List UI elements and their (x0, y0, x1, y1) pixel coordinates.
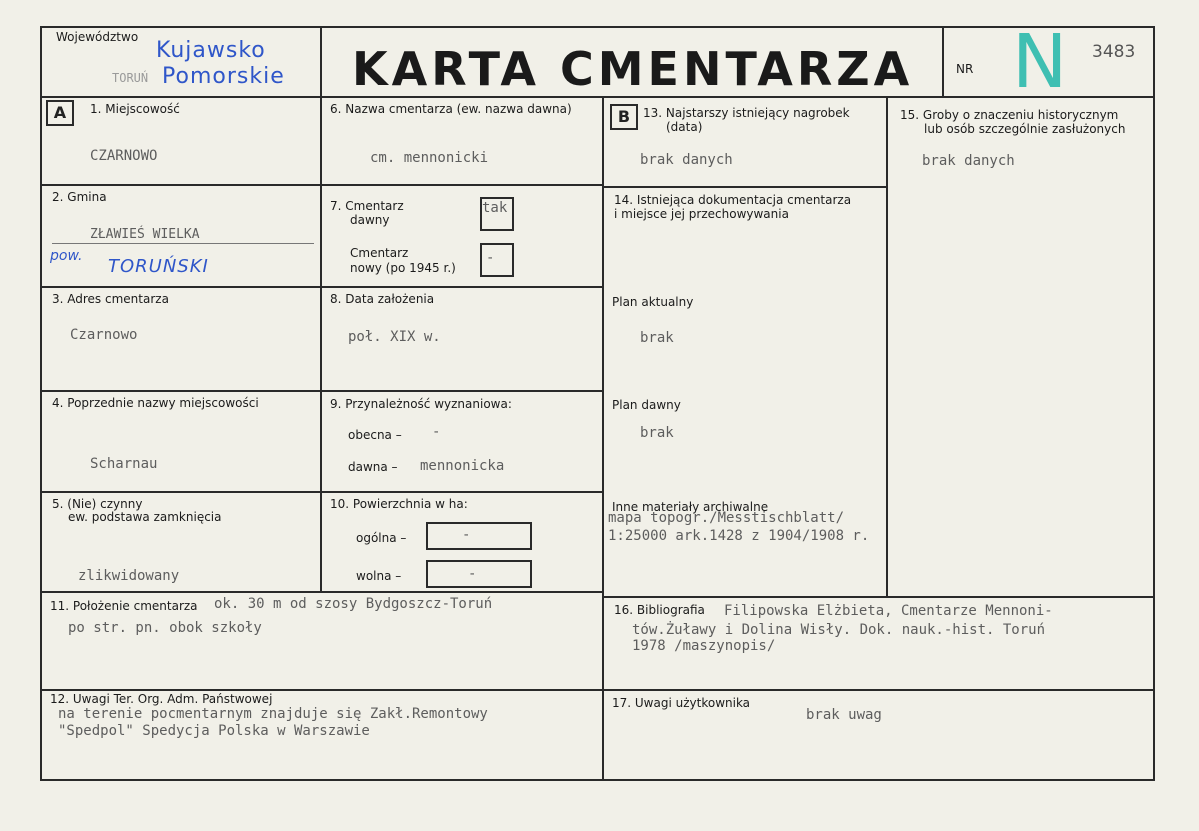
field10-wolna-label: wolna – (356, 569, 402, 583)
field16-value-line3: 1978 /maszynopis/ (632, 638, 776, 654)
field3-value: Czarnowo (70, 327, 138, 343)
field16-label: 16. Bibliografia (614, 603, 705, 617)
nr-divider (942, 26, 944, 96)
field7-dawny-value: tak (482, 200, 508, 216)
field10-label: 10. Powierzchnia w ha: (330, 497, 468, 511)
field10-ogolna-box (426, 522, 532, 550)
field15-label-line1: 15. Groby o znaczeniu historycznym (900, 108, 1119, 122)
field16-value-line1: Filipowska Elżbieta, Cmentarze Mennoni- (724, 603, 1053, 619)
field1-value: CZARNOWO (90, 148, 158, 164)
field14-plan-aktualny-value: brak (640, 330, 674, 346)
field14-plan-dawny-label: Plan dawny (612, 398, 681, 412)
section-a-letter: A (46, 100, 74, 126)
field14-label-line2: i miejsce jej przechowywania (614, 207, 789, 221)
field11-label: 11. Położenie cmentarza (50, 599, 198, 613)
field2-underline (52, 243, 314, 244)
field8-label: 8. Data założenia (330, 292, 435, 306)
field13-label-line2: (data) (666, 120, 703, 134)
row3-divider (40, 390, 602, 392)
field7-nowy-label-line1: Cmentarz (350, 246, 409, 260)
field9-dawna-value: mennonicka (420, 458, 505, 474)
field12-label: 12. Uwagi Ter. Org. Adm. Państwowej (50, 692, 273, 706)
field10-wolna-box (426, 560, 532, 588)
field7-nowy-value: - (486, 250, 495, 266)
field13-label-line1: 13. Najstarszy istniejący nagrobek (643, 106, 850, 120)
field5-value: zlikwidowany (78, 568, 180, 584)
field7-dawny-label-line2: dawny (350, 213, 390, 227)
field14-inne-label: Inne materiały archiwalne (612, 500, 769, 514)
b-row1-divider (602, 186, 886, 188)
wojewodztwo-stamp-line2: Pomorskie (162, 64, 285, 89)
field7-dawny-label-line1: 7. Cmentarz (330, 199, 404, 213)
field6-label: 6. Nazwa cmentarza (ew. nazwa dawna) (330, 102, 572, 116)
card-title: KARTA CMENTARZA (352, 42, 914, 96)
field9-dawna-label: dawna – (348, 460, 398, 474)
field10-ogolna-value: - (462, 527, 471, 543)
field1-label: 1. Miejscowość (90, 102, 180, 116)
row4-divider (40, 491, 602, 493)
field2-pow-label: pow. (50, 248, 83, 264)
field3-label: 3. Adres cmentarza (52, 292, 169, 306)
field5-label-line2: ew. podstawa zamknięcia (68, 510, 222, 524)
field14-inne-value-line1: mapa topogr./Messtischblatt/ (608, 510, 845, 526)
header-divider (40, 96, 1155, 98)
field11-value-line1: ok. 30 m od szosy Bydgoszcz-Toruń (214, 596, 493, 612)
field9-obecna-label: obecna – (348, 428, 402, 442)
field13-value: brak danych (640, 152, 733, 168)
wojewodztwo-stamp-line1: Kujawsko (156, 38, 266, 63)
col3-divider (886, 96, 888, 596)
row1-divider (40, 184, 602, 186)
field11-value-line2: po str. pn. obok szkoły (68, 620, 262, 636)
field14-plan-dawny-value: brak (640, 425, 674, 441)
field10-wolna-value: - (468, 566, 477, 582)
field15-label-line2: lub osób szczególnie zasłużonych (924, 122, 1126, 136)
col2-divider (602, 96, 604, 781)
b-row2-divider (602, 596, 1155, 598)
field17-value: brak uwag (806, 707, 882, 723)
field12-value-line2: "Spedpol" Spedycja Polska w Warszawie (58, 723, 370, 739)
field6-value: cm. mennonicki (370, 150, 489, 166)
field5-label-line1: 5. (Nie) czynny (52, 497, 143, 511)
field4-label: 4. Poprzednie nazwy miejscowości (52, 396, 259, 410)
field9-label: 9. Przynależność wyznaniowa: (330, 397, 512, 411)
field7-nowy-label-line2: nowy (po 1945 r.) (350, 261, 456, 275)
field14-label-line1: 14. Istniejąca dokumentacja cmentarza (614, 193, 852, 207)
row5-divider (40, 591, 602, 593)
field8-value: poł. XIX w. (348, 329, 441, 345)
wojewodztwo-label: Województwo (56, 30, 139, 44)
field14-plan-aktualny-label: Plan aktualny (612, 295, 694, 309)
wojewodztwo-old-value: TORUŃ (112, 71, 149, 85)
nr-stamp-letter: N (1012, 19, 1068, 105)
row6-divider (40, 689, 1155, 691)
field9-obecna-value: - (432, 424, 441, 440)
nr-label: NR (956, 62, 974, 76)
field2-pow-value: TORUŃSKI (108, 256, 209, 277)
field17-label: 17. Uwagi użytkownika (612, 696, 751, 710)
field12-value-line1: na terenie pocmentarnym znajduje się Zakł.Remontowy (58, 706, 488, 722)
nr-number: 3483 (1092, 42, 1136, 62)
field10-ogolna-label: ogólna – (356, 531, 407, 545)
field4-value: Scharnau (90, 456, 158, 472)
section-b-letter: B (610, 104, 638, 130)
field14-inne-value-line2: 1:25000 ark.1428 z 1904/1908 r. (608, 528, 870, 544)
col1-divider (320, 26, 322, 591)
row2-divider (40, 286, 602, 288)
field2-label: 2. Gmina (52, 190, 107, 204)
field15-value: brak danych (922, 153, 1015, 169)
field16-value-line2: tów.Żuławy i Dolina Wisły. Dok. nauk.-hist. Toruń (632, 622, 1046, 638)
field2-value: ZŁAWIEŚ WIELKA (90, 227, 200, 242)
